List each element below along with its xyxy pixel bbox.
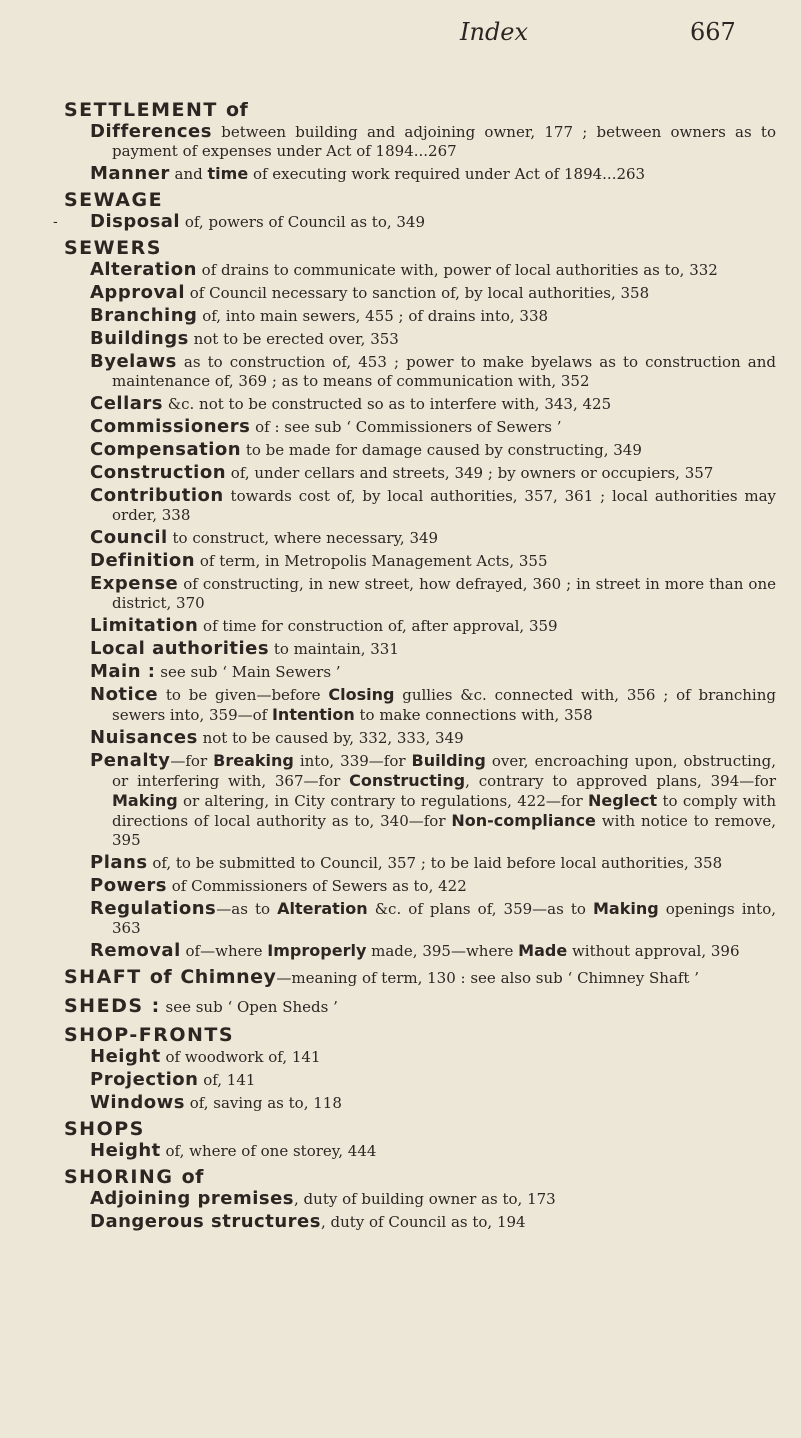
subentry <box>90 164 776 184</box>
running-head-title: Index <box>460 18 529 46</box>
index-heading <box>64 1117 776 1141</box>
subentry-keyword: Adjoining premises <box>90 1188 295 1209</box>
subentry-keyword: Council <box>90 527 168 548</box>
subentry-text: of woodwork of, 141 <box>160 1048 321 1066</box>
subentry-keyword: Local authorities <box>90 638 270 659</box>
subentry-text: of term, in Metropolis Management Acts, 355 <box>195 552 548 570</box>
index-heading <box>64 188 776 212</box>
subentry-keyword: Dangerous structures <box>90 1211 321 1232</box>
subentry <box>90 751 776 850</box>
heading-term: SHAFT <box>64 966 142 988</box>
subentry-text: &c. of plans of, 359—as to <box>367 900 593 918</box>
subentry-keyword: Contribution <box>90 485 224 506</box>
subentry-keyword: Nuisances <box>90 727 198 748</box>
subentry <box>90 551 776 571</box>
subentry-text: to be made for damage caused by constructing, 349 <box>241 441 642 459</box>
heading-suffix: of <box>149 966 173 988</box>
index-heading <box>64 965 776 990</box>
subentry <box>90 329 776 349</box>
heading-term: SEWAGE <box>64 189 164 211</box>
running-head <box>0 14 801 54</box>
subentry-keyword: Breaking <box>213 751 294 770</box>
subentry-text: of, saving as to, 118 <box>184 1094 342 1112</box>
subentry <box>90 941 776 961</box>
index-heading <box>64 1023 776 1047</box>
subentry-keyword: Building <box>411 751 486 770</box>
subentry-keyword: Buildings <box>90 328 189 349</box>
subentry-text: of, into main sewers, 455 ; of drains into, 338 <box>197 307 549 325</box>
subentry-text: of, powers of Council as to, 349 <box>180 213 426 231</box>
subentry <box>90 1189 776 1209</box>
subentry-text: as to construction of, 453 ; power to make byelaws as to construction and maintenance of, 369 ; as to means of communication with, 352 <box>112 353 776 390</box>
subentry-text: openings into, 363 <box>112 900 776 937</box>
subentry <box>90 853 776 873</box>
subentry-text: of Commissioners of Sewers as to, 422 <box>167 877 467 895</box>
subentry <box>90 417 776 437</box>
subentry-keyword: Disposal <box>90 211 181 232</box>
margin-mark: - <box>53 214 58 230</box>
subentry-keyword: Byelaws <box>90 351 177 372</box>
heading-term: SHORING <box>64 1166 174 1188</box>
subentry-keyword: Notice <box>90 684 159 705</box>
subentry-text: , duty of building owner as to, 173 <box>294 1190 556 1208</box>
subentry-text: to construct, where necessary, 349 <box>167 529 439 547</box>
subentry-keyword: Approval <box>90 282 185 303</box>
subentry <box>90 574 776 613</box>
subentry-keyword: Height <box>90 1140 161 1161</box>
subentry-keyword: Regulations <box>90 898 217 919</box>
subentry-text: not to be caused by, 332, 333, 349 <box>197 729 464 747</box>
subentry <box>90 728 776 748</box>
subentry-text: to make connections with, 358 <box>354 706 593 724</box>
subentry-keyword: Making <box>592 899 659 918</box>
subentry <box>90 639 776 659</box>
subentry-text: of : see sub ‘ Commissioners of Sewers ’ <box>250 418 562 436</box>
subentry-text: not to be erected over, 353 <box>188 330 399 348</box>
subentry-keyword: Main : <box>90 661 156 682</box>
subentry-text: , contrary to approved plans, 394—for <box>465 772 776 790</box>
index-heading <box>64 98 776 122</box>
subentry-text: without approval, 396 <box>567 942 740 960</box>
subentry <box>90 1093 776 1113</box>
subentry <box>90 283 776 303</box>
subentry-text: see sub ‘ Main Sewers ’ <box>155 663 341 681</box>
subentry-keyword: Windows <box>90 1092 185 1113</box>
subentry-text: —for <box>170 752 214 770</box>
subentry-text: between building and adjoining owner, 177 ; between owners as to payment of expenses under Act of 1894...267 <box>112 123 776 160</box>
heading-term: SHOP-FRONTS <box>64 1024 235 1046</box>
heading-suffix: of <box>225 99 249 121</box>
subentry <box>90 528 776 548</box>
subentry <box>90 1047 776 1067</box>
subentry-keyword: Improperly <box>267 941 367 960</box>
subentry-keyword: Compensation <box>90 439 242 460</box>
subentry-keyword: Differences <box>90 121 212 142</box>
subentry-keyword: Definition <box>90 550 196 571</box>
heading-rest: see sub ‘ Open Sheds ’ <box>160 998 338 1016</box>
subentry-keyword: Powers <box>90 875 167 896</box>
subentry <box>90 212 776 232</box>
subentry <box>90 876 776 896</box>
subentry-text: of executing work required under Act of 1894...263 <box>248 165 646 183</box>
subentry-text: and <box>169 165 208 183</box>
subentry-text: , duty of Council as to, 194 <box>320 1213 526 1231</box>
subentry <box>90 440 776 460</box>
subentry <box>90 463 776 483</box>
subentry-keyword: Cellars <box>90 393 163 414</box>
subentry-text: towards cost of, by local authorities, 357, 361 ; local authorities may order, 338 <box>112 487 776 524</box>
subentry-keyword: Branching <box>90 305 198 326</box>
subentry-text: of drains to communicate with, power of local authorities as to, 332 <box>196 261 718 279</box>
heading-suffix: of <box>181 1166 204 1188</box>
subentry-keyword: Removal <box>90 940 181 961</box>
subentry-text: of—where <box>180 942 268 960</box>
subentry-text: gullies &c. connected with, 356 ; of branching sewers into, 359—of <box>112 686 776 724</box>
heading-word: Chimney <box>180 966 277 988</box>
subentry-text: made, 395—where <box>366 942 519 960</box>
subentry-keyword: Constructing <box>349 771 466 790</box>
subentry-keyword: Limitation <box>90 615 199 636</box>
subentry-text: to comply with directions of local authority as to, 340—for <box>112 792 776 830</box>
subentry-keyword: Manner <box>90 163 170 184</box>
subentry-keyword: Expense <box>90 573 179 594</box>
subentry-keyword: Closing <box>328 685 395 704</box>
subentry <box>90 260 776 280</box>
subentry-text: or altering, in City contrary to regulations, 422—for <box>177 792 588 810</box>
subentry <box>90 685 776 725</box>
subentry-text: —as to <box>216 900 278 918</box>
heading-rest: —meaning of term, 130 : see also sub ‘ Chimney Shaft ’ <box>276 969 699 987</box>
subentry <box>90 1212 776 1232</box>
subentry-text: of Council necessary to sanction of, by local authorities, 358 <box>185 284 650 302</box>
subentry <box>90 1070 776 1090</box>
subentry-text: of time for construction of, after approval, 359 <box>198 617 558 635</box>
subentry-keyword: time <box>207 164 249 183</box>
subentry-keyword: Projection <box>90 1069 199 1090</box>
heading-term: SHOPS <box>64 1118 145 1140</box>
subentry-text: of, to be submitted to Council, 357 ; to be laid before local authorities, 358 <box>147 854 723 872</box>
page-number: 667 <box>690 18 736 46</box>
subentry <box>90 394 776 414</box>
heading-term: SHEDS : <box>64 995 161 1017</box>
subentry <box>90 352 776 391</box>
subentry-keyword: Alteration <box>90 259 197 280</box>
index-heading <box>64 994 776 1019</box>
subentry-keyword: Height <box>90 1046 161 1067</box>
subentry-keyword: Commissioners <box>90 416 251 437</box>
index-heading <box>64 236 776 260</box>
subentry <box>90 616 776 636</box>
subentry-text: of constructing, in new street, how defrayed, 360 ; in street in more than one district, 370 <box>112 575 776 612</box>
subentry-text: with notice to remove, 395 <box>112 812 777 849</box>
subentry-keyword: Neglect <box>587 791 658 810</box>
subentry-text: of, 141 <box>198 1071 256 1089</box>
subentry-keyword: Construction <box>90 462 227 483</box>
subentry-keyword: Making <box>112 791 178 810</box>
subentry-keyword: Plans <box>90 852 148 873</box>
subentry-text: over, encroaching upon, obstructing, or interfering with, 367—for <box>112 752 776 790</box>
subentry-keyword: Intention <box>271 705 355 724</box>
subentry-keyword: Made <box>518 941 568 960</box>
subentry <box>90 1141 776 1161</box>
subentry <box>90 662 776 682</box>
subentry-keyword: Non-compliance <box>451 811 596 830</box>
heading-term: SEWERS <box>64 237 162 259</box>
index-entries <box>64 94 776 1235</box>
subentry <box>90 899 776 938</box>
subentry-text: into, 339—for <box>293 752 412 770</box>
subentry <box>90 306 776 326</box>
subentry <box>90 122 776 161</box>
index-heading <box>64 1165 776 1189</box>
subentry-text: of, where of one storey, 444 <box>160 1142 377 1160</box>
subentry-keyword: Alteration <box>277 899 368 918</box>
subentry <box>90 486 776 525</box>
heading-term: SETTLEMENT <box>64 99 218 121</box>
subentry-text: to be given—before <box>158 686 329 704</box>
subentry-text: &c. not to be constructed so as to interfere with, 343, 425 <box>163 395 612 413</box>
subentry-text: to maintain, 331 <box>269 640 399 658</box>
subentry-keyword: Penalty <box>90 750 171 771</box>
subentry-text: of, under cellars and streets, 349 ; by owners or occupiers, 357 <box>226 464 714 482</box>
